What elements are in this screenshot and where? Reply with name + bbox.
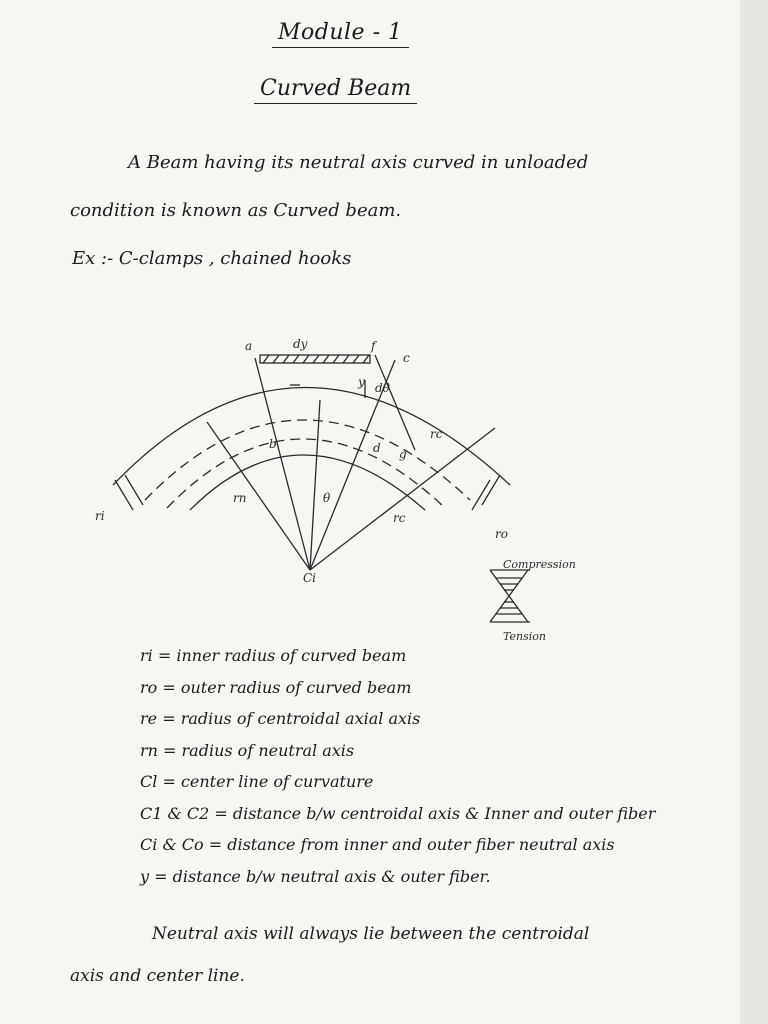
curved-beam-diagram bbox=[95, 330, 605, 650]
label-theta: θ bbox=[323, 491, 331, 505]
deformed-line-fg bbox=[375, 355, 415, 450]
label-compression: Compression bbox=[503, 558, 576, 571]
radial-line-a bbox=[255, 358, 310, 570]
label-a: a bbox=[245, 339, 253, 353]
radius-rn bbox=[207, 422, 310, 570]
label-f: f bbox=[371, 339, 376, 353]
label-rn: rn bbox=[233, 491, 247, 505]
page-title: Module - 1 bbox=[272, 20, 409, 48]
label-rc: rc bbox=[393, 511, 406, 525]
label-dtheta: dθ bbox=[375, 381, 390, 395]
label-rc-2: rc bbox=[430, 427, 443, 441]
definition-item: ri = inner radius of curved beam bbox=[140, 646, 407, 665]
outer-fiber-arc bbox=[113, 388, 510, 486]
centroidal-axis-arc bbox=[145, 420, 470, 500]
label-d: d bbox=[373, 441, 381, 455]
definition-item: y = distance b/w neutral axis & outer fiber. bbox=[140, 866, 491, 886]
label-ri: ri bbox=[95, 509, 105, 523]
definition-item: Ci & Co = distance from inner and outer fiber neutral axis bbox=[140, 835, 615, 854]
page-subtitle: Curved Beam bbox=[254, 76, 417, 104]
label-b: b bbox=[269, 437, 277, 451]
label-ci: Ci bbox=[303, 571, 317, 585]
conclusion-line-2: axis and center line. bbox=[70, 966, 245, 986]
conclusion-line-1: Neutral axis will always lie between the centroidal bbox=[152, 924, 590, 944]
stress-distribution bbox=[490, 570, 530, 622]
label-c: c bbox=[403, 351, 410, 365]
label-ro: ro bbox=[495, 527, 508, 541]
definitions-list bbox=[140, 640, 655, 892]
definition-item: ro = outer radius of curved beam bbox=[140, 677, 412, 697]
label-g: g bbox=[399, 447, 407, 461]
intro-line-2: condition is known as Curved beam. bbox=[70, 200, 402, 221]
label-tension: Tension bbox=[503, 630, 546, 643]
inner-fiber-arc bbox=[190, 455, 425, 510]
label-dy: dy bbox=[293, 337, 308, 351]
definition-item: C1 & C2 = distance b/w centroidal axis & Inner and outer fiber bbox=[140, 803, 656, 823]
page-edge bbox=[740, 0, 768, 1024]
example-line: Ex :- C-clamps , chained hooks bbox=[72, 248, 352, 269]
definition-item: Cl = center line of curvature bbox=[140, 772, 374, 791]
definition-item: re = radius of centroidal axial axis bbox=[140, 709, 421, 728]
intro-line-1: A Beam having its neutral axis curved in unloaded bbox=[128, 152, 589, 173]
definition-item: rn = radius of neutral axis bbox=[140, 740, 355, 760]
label-y: y bbox=[358, 375, 365, 389]
radial-line-mid bbox=[310, 400, 320, 570]
